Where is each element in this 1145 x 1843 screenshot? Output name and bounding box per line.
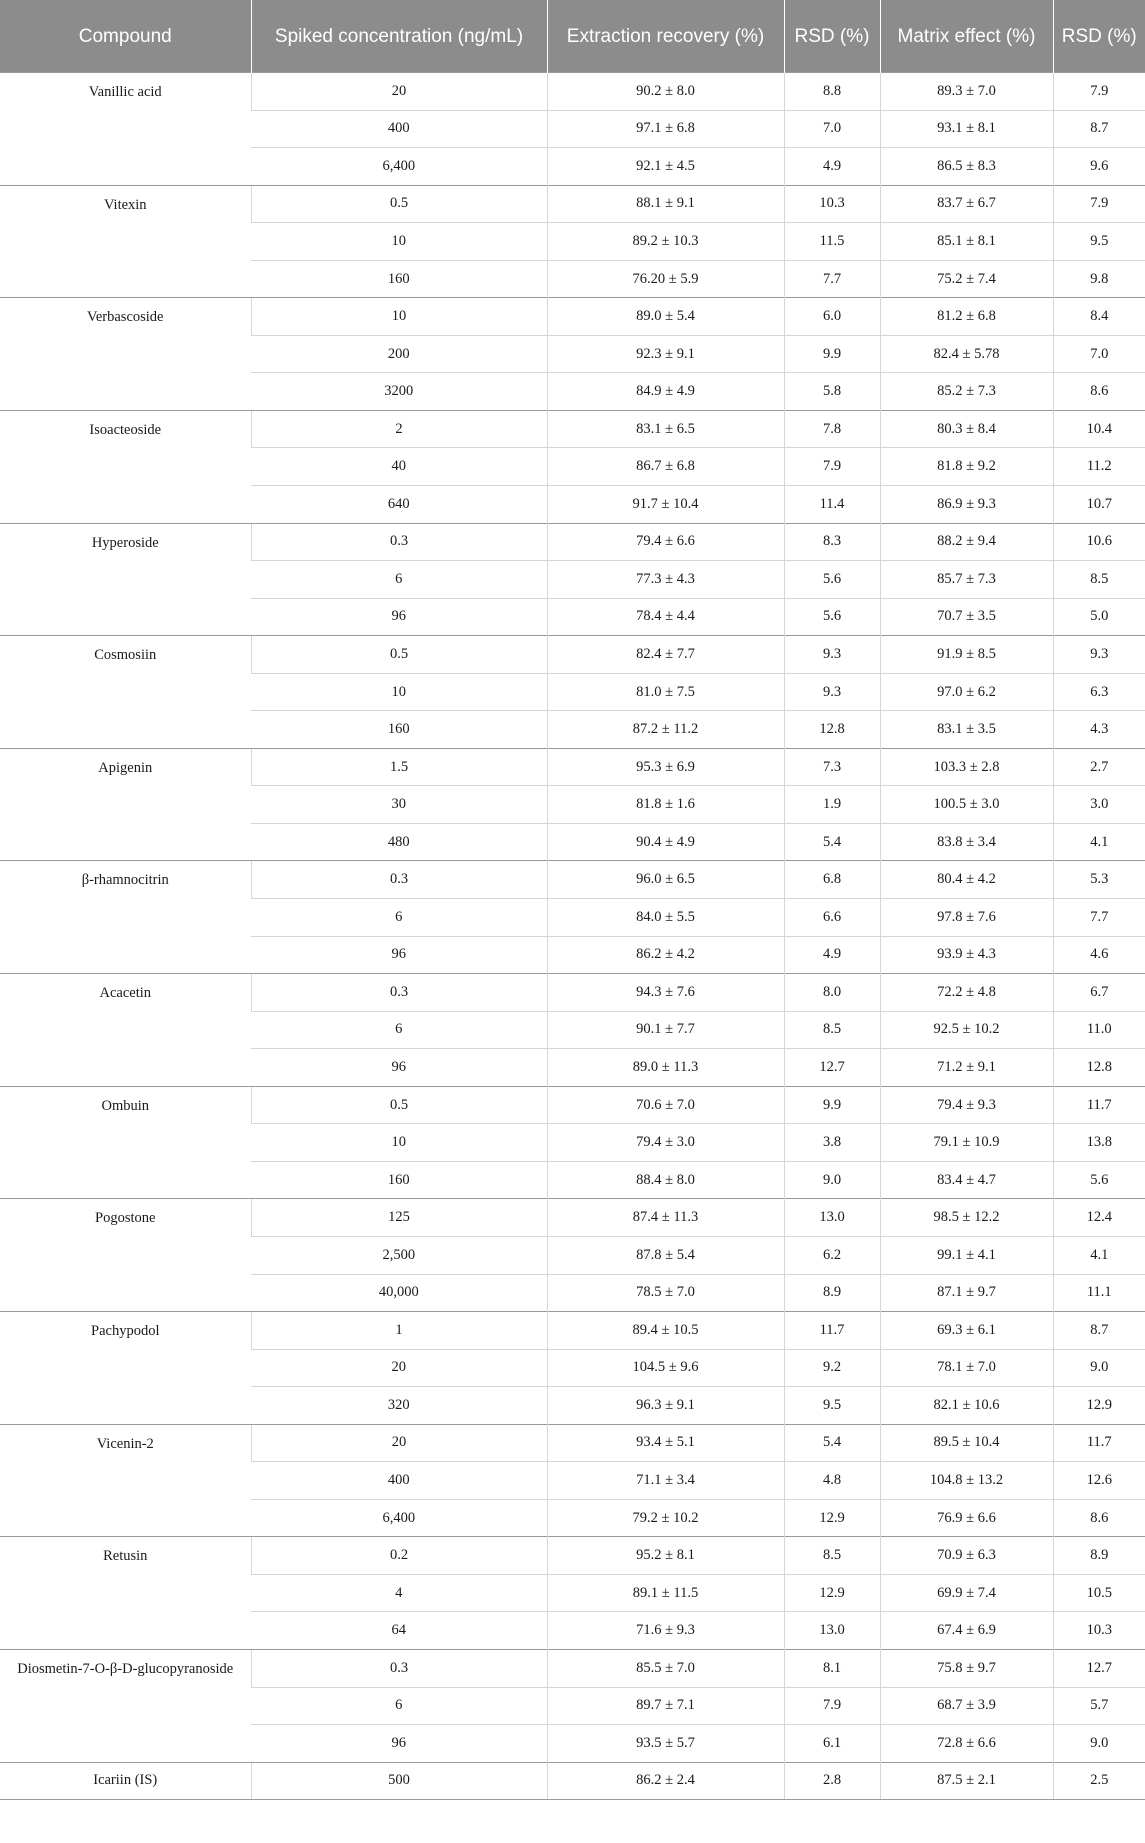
spiked-concentration-cell: 6: [251, 561, 547, 599]
matrix-effect-cell: 80.4 ± 4.2: [880, 861, 1053, 899]
spiked-concentration-cell: 6: [251, 1011, 547, 1049]
rsd-recovery-cell: 4.9: [784, 936, 880, 974]
compound-name: Icariin (IS): [0, 1762, 251, 1800]
rsd-recovery-cell: 8.0: [784, 974, 880, 1012]
table-row: [0, 974, 1145, 1012]
spiked-concentration-cell: 0.5: [251, 636, 547, 674]
rsd-matrix-cell: 7.9: [1053, 73, 1145, 111]
matrix-effect-cell: 103.3 ± 2.8: [880, 748, 1053, 786]
rsd-matrix-cell: 2.5: [1053, 1762, 1145, 1800]
extraction-recovery-cell: 88.4 ± 8.0: [547, 1161, 784, 1199]
compound-name: Diosmetin-7-O-β-D-glucopyranoside: [0, 1649, 251, 1762]
rsd-recovery-cell: 12.8: [784, 711, 880, 749]
spiked-concentration-cell: 6: [251, 899, 547, 937]
rsd-recovery-cell: 9.9: [784, 335, 880, 373]
rsd-matrix-cell: 4.6: [1053, 936, 1145, 974]
rsd-matrix-cell: 10.5: [1053, 1574, 1145, 1612]
rsd-recovery-cell: 8.9: [784, 1274, 880, 1312]
spiked-concentration-cell: 20: [251, 1349, 547, 1387]
rsd-recovery-cell: 12.7: [784, 1049, 880, 1087]
extraction-recovery-cell: 90.4 ± 4.9: [547, 823, 784, 861]
matrix-effect-cell: 79.4 ± 9.3: [880, 1086, 1053, 1124]
spiked-concentration-cell: 96: [251, 1725, 547, 1763]
rsd-matrix-cell: 5.3: [1053, 861, 1145, 899]
table-row: [0, 185, 1145, 223]
table-body: [0, 73, 1145, 1800]
extraction-recovery-cell: 87.8 ± 5.4: [547, 1236, 784, 1274]
rsd-recovery-cell: 6.8: [784, 861, 880, 899]
rsd-matrix-cell: 11.0: [1053, 1011, 1145, 1049]
table-row: [0, 1762, 1145, 1800]
rsd-recovery-cell: 12.9: [784, 1499, 880, 1537]
table-row: [0, 523, 1145, 561]
rsd-recovery-cell: 6.1: [784, 1725, 880, 1763]
rsd-matrix-cell: 5.6: [1053, 1161, 1145, 1199]
extraction-recovery-cell: 89.4 ± 10.5: [547, 1312, 784, 1350]
matrix-effect-cell: 83.1 ± 3.5: [880, 711, 1053, 749]
table-row: [0, 861, 1145, 899]
rsd-matrix-cell: 8.9: [1053, 1537, 1145, 1575]
matrix-effect-cell: 70.9 ± 6.3: [880, 1537, 1053, 1575]
matrix-effect-cell: 85.1 ± 8.1: [880, 223, 1053, 261]
matrix-effect-cell: 86.5 ± 8.3: [880, 148, 1053, 186]
rsd-matrix-cell: 11.7: [1053, 1086, 1145, 1124]
extraction-recovery-cell: 95.2 ± 8.1: [547, 1537, 784, 1575]
extraction-recovery-cell: 88.1 ± 9.1: [547, 185, 784, 223]
rsd-recovery-cell: 2.8: [784, 1762, 880, 1800]
rsd-matrix-cell: 12.8: [1053, 1049, 1145, 1087]
compound-name: Ombuin: [0, 1086, 251, 1199]
rsd-matrix-cell: 11.1: [1053, 1274, 1145, 1312]
extraction-recovery-cell: 84.0 ± 5.5: [547, 899, 784, 937]
table-row: [0, 73, 1145, 111]
rsd-recovery-cell: 12.9: [784, 1574, 880, 1612]
matrix-effect-cell: 93.1 ± 8.1: [880, 110, 1053, 148]
header-spiked-concentration: Spiked concentration (ng/mL): [251, 0, 547, 73]
spiked-concentration-cell: 125: [251, 1199, 547, 1237]
compound-name: Vicenin-2: [0, 1424, 251, 1537]
rsd-recovery-cell: 5.4: [784, 823, 880, 861]
rsd-matrix-cell: 4.3: [1053, 711, 1145, 749]
extraction-recovery-cell: 78.5 ± 7.0: [547, 1274, 784, 1312]
spiked-concentration-cell: 0.3: [251, 974, 547, 1012]
spiked-concentration-cell: 0.2: [251, 1537, 547, 1575]
matrix-effect-cell: 97.0 ± 6.2: [880, 673, 1053, 711]
matrix-effect-cell: 75.2 ± 7.4: [880, 260, 1053, 298]
extraction-recovery-cell: 82.4 ± 7.7: [547, 636, 784, 674]
extraction-recovery-cell: 90.1 ± 7.7: [547, 1011, 784, 1049]
table-row: [0, 410, 1145, 448]
rsd-recovery-cell: 11.4: [784, 486, 880, 524]
spiked-concentration-cell: 160: [251, 711, 547, 749]
spiked-concentration-cell: 1: [251, 1312, 547, 1350]
table-row: [0, 1086, 1145, 1124]
rsd-recovery-cell: 9.3: [784, 673, 880, 711]
matrix-effect-cell: 81.2 ± 6.8: [880, 298, 1053, 336]
rsd-matrix-cell: 12.9: [1053, 1387, 1145, 1425]
extraction-recovery-cell: 91.7 ± 10.4: [547, 486, 784, 524]
spiked-concentration-cell: 2,500: [251, 1236, 547, 1274]
extraction-recovery-cell: 95.3 ± 6.9: [547, 748, 784, 786]
rsd-matrix-cell: 6.3: [1053, 673, 1145, 711]
spiked-concentration-cell: 10: [251, 673, 547, 711]
rsd-matrix-cell: 9.3: [1053, 636, 1145, 674]
compound-name: β-rhamnocitrin: [0, 861, 251, 974]
extraction-recovery-cell: 89.1 ± 11.5: [547, 1574, 784, 1612]
compound-name: Hyperoside: [0, 523, 251, 636]
matrix-effect-cell: 87.5 ± 2.1: [880, 1762, 1053, 1800]
spiked-concentration-cell: 200: [251, 335, 547, 373]
matrix-effect-cell: 82.1 ± 10.6: [880, 1387, 1053, 1425]
compound-name: Cosmosiin: [0, 636, 251, 749]
rsd-matrix-cell: 10.4: [1053, 410, 1145, 448]
matrix-effect-cell: 97.8 ± 7.6: [880, 899, 1053, 937]
spiked-concentration-cell: 10: [251, 1124, 547, 1162]
rsd-matrix-cell: 8.4: [1053, 298, 1145, 336]
rsd-recovery-cell: 3.8: [784, 1124, 880, 1162]
matrix-effect-cell: 85.2 ± 7.3: [880, 373, 1053, 411]
rsd-recovery-cell: 9.5: [784, 1387, 880, 1425]
extraction-recovery-cell: 96.3 ± 9.1: [547, 1387, 784, 1425]
spiked-concentration-cell: 6,400: [251, 1499, 547, 1537]
extraction-recovery-cell: 89.2 ± 10.3: [547, 223, 784, 261]
rsd-matrix-cell: 7.0: [1053, 335, 1145, 373]
matrix-effect-cell: 72.8 ± 6.6: [880, 1725, 1053, 1763]
spiked-concentration-cell: 400: [251, 110, 547, 148]
spiked-concentration-cell: 0.3: [251, 1649, 547, 1687]
rsd-recovery-cell: 11.5: [784, 223, 880, 261]
spiked-concentration-cell: 6,400: [251, 148, 547, 186]
spiked-concentration-cell: 20: [251, 1424, 547, 1462]
rsd-recovery-cell: 9.9: [784, 1086, 880, 1124]
table-row: [0, 1199, 1145, 1237]
table-row: [0, 748, 1145, 786]
table-row: [0, 298, 1145, 336]
compound-name: Pogostone: [0, 1199, 251, 1312]
rsd-recovery-cell: 7.9: [784, 448, 880, 486]
matrix-effect-cell: 83.7 ± 6.7: [880, 185, 1053, 223]
rsd-matrix-cell: 10.7: [1053, 486, 1145, 524]
rsd-recovery-cell: 7.9: [784, 1687, 880, 1725]
spiked-concentration-cell: 10: [251, 298, 547, 336]
spiked-concentration-cell: 0.5: [251, 185, 547, 223]
extraction-recovery-cell: 71.6 ± 9.3: [547, 1612, 784, 1650]
rsd-matrix-cell: 13.8: [1053, 1124, 1145, 1162]
spiked-concentration-cell: 1.5: [251, 748, 547, 786]
rsd-recovery-cell: 6.2: [784, 1236, 880, 1274]
extraction-recovery-cell: 104.5 ± 9.6: [547, 1349, 784, 1387]
spiked-concentration-cell: 0.3: [251, 861, 547, 899]
matrix-effect-cell: 76.9 ± 6.6: [880, 1499, 1053, 1537]
spiked-concentration-cell: 96: [251, 598, 547, 636]
rsd-recovery-cell: 5.6: [784, 598, 880, 636]
rsd-recovery-cell: 6.6: [784, 899, 880, 937]
extraction-recovery-cell: 96.0 ± 6.5: [547, 861, 784, 899]
matrix-effect-cell: 67.4 ± 6.9: [880, 1612, 1053, 1650]
spiked-concentration-cell: 640: [251, 486, 547, 524]
rsd-recovery-cell: 10.3: [784, 185, 880, 223]
rsd-recovery-cell: 8.3: [784, 523, 880, 561]
extraction-recovery-cell: 84.9 ± 4.9: [547, 373, 784, 411]
rsd-matrix-cell: 3.0: [1053, 786, 1145, 824]
rsd-matrix-cell: 6.7: [1053, 974, 1145, 1012]
compound-name: Acacetin: [0, 974, 251, 1087]
matrix-effect-cell: 69.3 ± 6.1: [880, 1312, 1053, 1350]
extraction-recovery-cell: 97.1 ± 6.8: [547, 110, 784, 148]
rsd-recovery-cell: 4.8: [784, 1462, 880, 1500]
rsd-recovery-cell: 4.9: [784, 148, 880, 186]
rsd-matrix-cell: 9.5: [1053, 223, 1145, 261]
rsd-recovery-cell: 7.3: [784, 748, 880, 786]
rsd-matrix-cell: 4.1: [1053, 1236, 1145, 1274]
matrix-effect-cell: 83.4 ± 4.7: [880, 1161, 1053, 1199]
rsd-matrix-cell: 12.7: [1053, 1649, 1145, 1687]
matrix-effect-cell: 99.1 ± 4.1: [880, 1236, 1053, 1274]
extraction-recovery-cell: 87.2 ± 11.2: [547, 711, 784, 749]
matrix-effect-cell: 89.5 ± 10.4: [880, 1424, 1053, 1462]
spiked-concentration-cell: 96: [251, 1049, 547, 1087]
rsd-matrix-cell: 5.7: [1053, 1687, 1145, 1725]
header-rsd-matrix: RSD (%): [1053, 0, 1145, 73]
table-row: [0, 1424, 1145, 1462]
matrix-effect-cell: 70.7 ± 3.5: [880, 598, 1053, 636]
rsd-matrix-cell: 12.6: [1053, 1462, 1145, 1500]
spiked-concentration-cell: 4: [251, 1574, 547, 1612]
matrix-effect-cell: 78.1 ± 7.0: [880, 1349, 1053, 1387]
extraction-recovery-cell: 70.6 ± 7.0: [547, 1086, 784, 1124]
extraction-recovery-cell: 94.3 ± 7.6: [547, 974, 784, 1012]
spiked-concentration-cell: 6: [251, 1687, 547, 1725]
rsd-matrix-cell: 10.3: [1053, 1612, 1145, 1650]
extraction-recovery-cell: 77.3 ± 4.3: [547, 561, 784, 599]
table-row: [0, 636, 1145, 674]
extraction-recovery-cell: 83.1 ± 6.5: [547, 410, 784, 448]
spiked-concentration-cell: 10: [251, 223, 547, 261]
matrix-effect-cell: 100.5 ± 3.0: [880, 786, 1053, 824]
rsd-matrix-cell: 9.6: [1053, 148, 1145, 186]
rsd-matrix-cell: 9.0: [1053, 1725, 1145, 1763]
table-row: [0, 1649, 1145, 1687]
header-matrix-effect: Matrix effect (%): [880, 0, 1053, 73]
rsd-recovery-cell: 7.7: [784, 260, 880, 298]
matrix-effect-cell: 85.7 ± 7.3: [880, 561, 1053, 599]
extraction-recovery-cell: 87.4 ± 11.3: [547, 1199, 784, 1237]
matrix-effect-cell: 75.8 ± 9.7: [880, 1649, 1053, 1687]
rsd-recovery-cell: 13.0: [784, 1199, 880, 1237]
rsd-matrix-cell: 11.2: [1053, 448, 1145, 486]
compound-name: Apigenin: [0, 748, 251, 861]
extraction-recovery-cell: 93.4 ± 5.1: [547, 1424, 784, 1462]
matrix-effect-cell: 89.3 ± 7.0: [880, 73, 1053, 111]
compound-name: Isoacteoside: [0, 410, 251, 523]
spiked-concentration-cell: 96: [251, 936, 547, 974]
rsd-recovery-cell: 7.8: [784, 410, 880, 448]
spiked-concentration-cell: 160: [251, 1161, 547, 1199]
rsd-matrix-cell: 9.0: [1053, 1349, 1145, 1387]
rsd-recovery-cell: 5.8: [784, 373, 880, 411]
spiked-concentration-cell: 400: [251, 1462, 547, 1500]
rsd-recovery-cell: 8.8: [784, 73, 880, 111]
header-row: [0, 0, 1145, 73]
matrix-effect-cell: 82.4 ± 5.78: [880, 335, 1053, 373]
rsd-recovery-cell: 8.5: [784, 1011, 880, 1049]
spiked-concentration-cell: 64: [251, 1612, 547, 1650]
extraction-recovery-cell: 85.5 ± 7.0: [547, 1649, 784, 1687]
spiked-concentration-cell: 2: [251, 410, 547, 448]
matrix-effect-cell: 92.5 ± 10.2: [880, 1011, 1053, 1049]
rsd-matrix-cell: 8.7: [1053, 110, 1145, 148]
matrix-effect-cell: 81.8 ± 9.2: [880, 448, 1053, 486]
matrix-effect-cell: 68.7 ± 3.9: [880, 1687, 1053, 1725]
matrix-effect-cell: 86.9 ± 9.3: [880, 486, 1053, 524]
extraction-recovery-cell: 86.7 ± 6.8: [547, 448, 784, 486]
matrix-effect-cell: 71.2 ± 9.1: [880, 1049, 1053, 1087]
extraction-recovery-cell: 71.1 ± 3.4: [547, 1462, 784, 1500]
rsd-matrix-cell: 4.1: [1053, 823, 1145, 861]
spiked-concentration-cell: 40: [251, 448, 547, 486]
rsd-matrix-cell: 8.6: [1053, 1499, 1145, 1537]
header-extraction-recovery: Extraction recovery (%): [547, 0, 784, 73]
spiked-concentration-cell: 480: [251, 823, 547, 861]
rsd-matrix-cell: 7.7: [1053, 899, 1145, 937]
extraction-recovery-cell: 81.0 ± 7.5: [547, 673, 784, 711]
rsd-matrix-cell: 12.4: [1053, 1199, 1145, 1237]
spiked-concentration-cell: 320: [251, 1387, 547, 1425]
rsd-recovery-cell: 6.0: [784, 298, 880, 336]
rsd-matrix-cell: 8.5: [1053, 561, 1145, 599]
rsd-recovery-cell: 1.9: [784, 786, 880, 824]
rsd-matrix-cell: 10.6: [1053, 523, 1145, 561]
compound-name: Vanillic acid: [0, 73, 251, 186]
spiked-concentration-cell: 0.5: [251, 1086, 547, 1124]
compound-name: Pachypodol: [0, 1312, 251, 1425]
table-row: [0, 1537, 1145, 1575]
extraction-recovery-cell: 93.5 ± 5.7: [547, 1725, 784, 1763]
matrix-effect-cell: 93.9 ± 4.3: [880, 936, 1053, 974]
rsd-recovery-cell: 9.3: [784, 636, 880, 674]
matrix-effect-cell: 79.1 ± 10.9: [880, 1124, 1053, 1162]
matrix-effect-cell: 87.1 ± 9.7: [880, 1274, 1053, 1312]
rsd-recovery-cell: 11.7: [784, 1312, 880, 1350]
extraction-recovery-cell: 89.0 ± 11.3: [547, 1049, 784, 1087]
extraction-recovery-cell: 81.8 ± 1.6: [547, 786, 784, 824]
spiked-concentration-cell: 3200: [251, 373, 547, 411]
spiked-concentration-cell: 160: [251, 260, 547, 298]
spiked-concentration-cell: 30: [251, 786, 547, 824]
extraction-recovery-cell: 86.2 ± 4.2: [547, 936, 784, 974]
matrix-effect-cell: 80.3 ± 8.4: [880, 410, 1053, 448]
matrix-effect-cell: 91.9 ± 8.5: [880, 636, 1053, 674]
matrix-effect-cell: 72.2 ± 4.8: [880, 974, 1053, 1012]
rsd-matrix-cell: 11.7: [1053, 1424, 1145, 1462]
rsd-recovery-cell: 9.2: [784, 1349, 880, 1387]
rsd-recovery-cell: 5.4: [784, 1424, 880, 1462]
rsd-recovery-cell: 5.6: [784, 561, 880, 599]
rsd-matrix-cell: 8.7: [1053, 1312, 1145, 1350]
spiked-concentration-cell: 0.3: [251, 523, 547, 561]
compound-name: Vitexin: [0, 185, 251, 298]
header-rsd-recovery: RSD (%): [784, 0, 880, 73]
spiked-concentration-cell: 500: [251, 1762, 547, 1800]
rsd-recovery-cell: 8.5: [784, 1537, 880, 1575]
extraction-recovery-cell: 92.1 ± 4.5: [547, 148, 784, 186]
header-compound: Compound: [0, 0, 251, 73]
rsd-matrix-cell: 7.9: [1053, 185, 1145, 223]
extraction-recovery-cell: 89.0 ± 5.4: [547, 298, 784, 336]
extraction-recovery-cell: 76.20 ± 5.9: [547, 260, 784, 298]
spiked-concentration-cell: 40,000: [251, 1274, 547, 1312]
matrix-effect-cell: 83.8 ± 3.4: [880, 823, 1053, 861]
compound-name: Retusin: [0, 1537, 251, 1650]
extraction-recovery-cell: 89.7 ± 7.1: [547, 1687, 784, 1725]
rsd-recovery-cell: 7.0: [784, 110, 880, 148]
rsd-recovery-cell: 9.0: [784, 1161, 880, 1199]
matrix-effect-cell: 104.8 ± 13.2: [880, 1462, 1053, 1500]
extraction-recovery-cell: 90.2 ± 8.0: [547, 73, 784, 111]
rsd-matrix-cell: 2.7: [1053, 748, 1145, 786]
extraction-recovery-cell: 79.2 ± 10.2: [547, 1499, 784, 1537]
rsd-matrix-cell: 9.8: [1053, 260, 1145, 298]
extraction-recovery-cell: 92.3 ± 9.1: [547, 335, 784, 373]
extraction-recovery-cell: 86.2 ± 2.4: [547, 1762, 784, 1800]
rsd-recovery-cell: 8.1: [784, 1649, 880, 1687]
matrix-effect-cell: 88.2 ± 9.4: [880, 523, 1053, 561]
rsd-matrix-cell: 5.0: [1053, 598, 1145, 636]
extraction-recovery-cell: 79.4 ± 3.0: [547, 1124, 784, 1162]
extraction-recovery-cell: 78.4 ± 4.4: [547, 598, 784, 636]
compound-name: Verbascoside: [0, 298, 251, 411]
extraction-recovery-cell: 79.4 ± 6.6: [547, 523, 784, 561]
rsd-matrix-cell: 8.6: [1053, 373, 1145, 411]
matrix-effect-cell: 98.5 ± 12.2: [880, 1199, 1053, 1237]
rsd-recovery-cell: 13.0: [784, 1612, 880, 1650]
matrix-effect-cell: 69.9 ± 7.4: [880, 1574, 1053, 1612]
table-row: [0, 1312, 1145, 1350]
spiked-concentration-cell: 20: [251, 73, 547, 111]
